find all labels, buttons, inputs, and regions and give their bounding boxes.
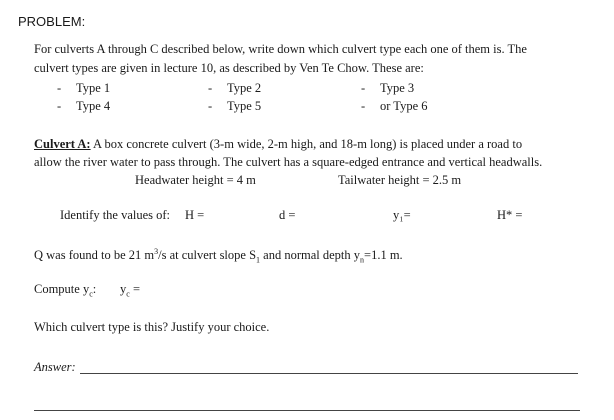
identify-label: Identify the values of: (60, 208, 171, 222)
bullet: - (57, 81, 62, 95)
hstar-field: H* = (497, 208, 523, 222)
intro-line-2: culvert types are given in lecture 10, as described by Ven Te Chow. These are: (34, 61, 424, 75)
answer-line[interactable] (80, 373, 578, 374)
type-item: Type 3 (380, 81, 415, 95)
answer-line-2[interactable] (34, 410, 580, 411)
problem-heading: PROBLEM: (18, 14, 86, 29)
type-item: Type 2 (227, 81, 262, 95)
type-item: or Type 6 (380, 99, 428, 113)
type-item: Type 5 (227, 99, 262, 113)
bullet: - (57, 99, 62, 113)
compute-label: Compute $y_c$: (34, 282, 97, 299)
culvert-a-line-2: allow the river water to pass through. The culvert has a square-edged entrance and vertical headwalls. (34, 155, 543, 169)
y1-field: y₁= (393, 208, 411, 222)
bullet: - (208, 99, 213, 113)
question-text: Which culvert type is this? Justify your choice. (34, 320, 270, 334)
type-item: Type 4 (76, 99, 111, 113)
h-field: H = (185, 208, 205, 222)
headwater-height: Headwater height = 4 m (135, 173, 256, 187)
bullet: - (361, 81, 366, 95)
culvert-a-text: A box concrete culvert (3-m wide, 2-m high, and 18-m long) is placed under a road to (90, 137, 523, 151)
intro-line-1: For culverts A through C described below, write down which culvert type each one of them is. The (34, 42, 527, 56)
d-field: d = (279, 208, 296, 222)
type-item: Type 1 (76, 81, 111, 95)
q-statement: Q was found to be 21 $m^3/s$ at culvert slope $S_1$ and normal depth $y_n=1.1$ m. (34, 246, 403, 265)
yc-field: $y_c$ = (120, 282, 140, 299)
answer-label: Answer: (34, 360, 76, 374)
bullet: - (361, 99, 366, 113)
tailwater-height: Tailwater height = 2.5 m (338, 173, 462, 187)
culvert-a-label: Culvert A: (34, 137, 91, 151)
bullet: - (208, 81, 213, 95)
culvert-a-line-1 (34, 138, 522, 151)
